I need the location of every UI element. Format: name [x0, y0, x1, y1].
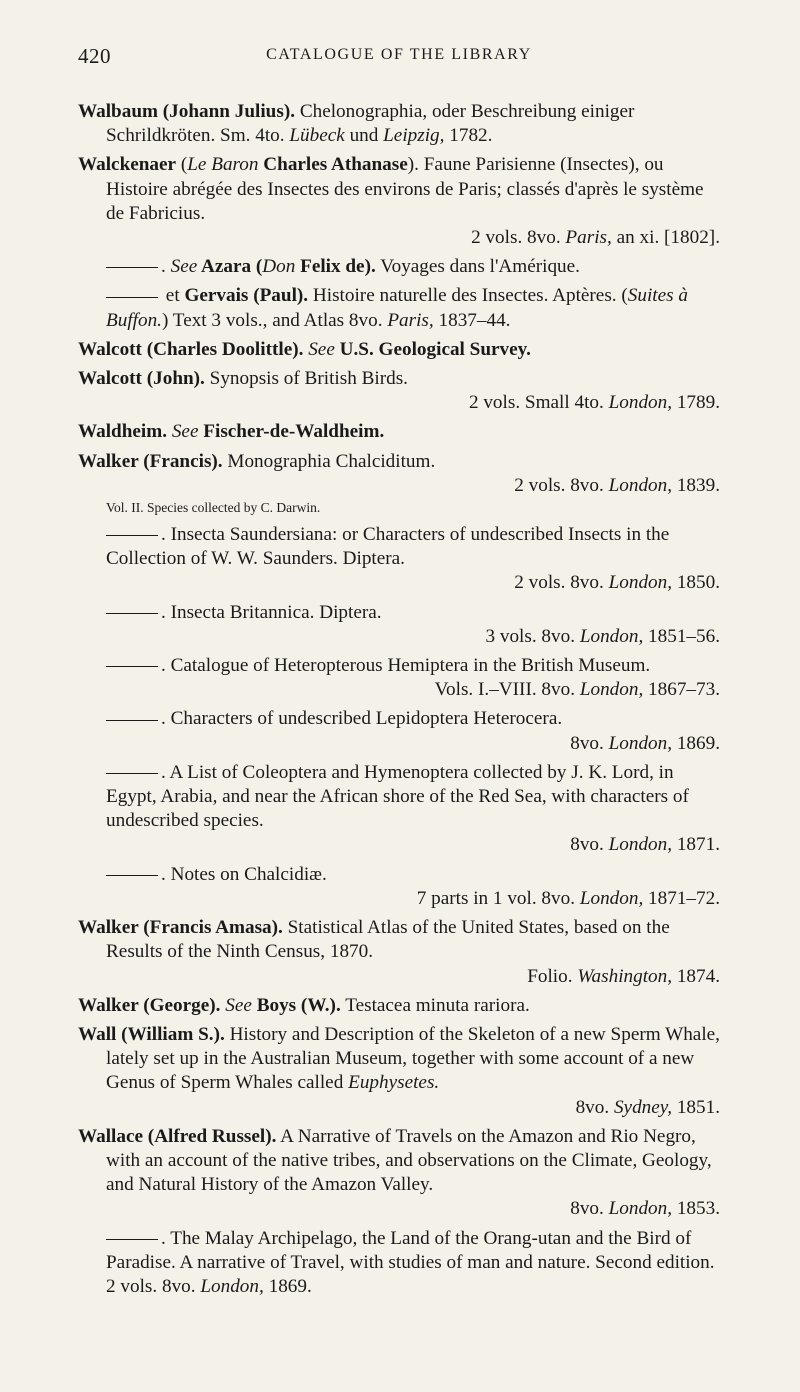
author-heading: Wall (William S.). [78, 1023, 225, 1045]
entry-walbaum: Walbaum (Johann Julius). Chelonographia, oder Beschreibung einiger Schrildkröten. Sm. 4to. Lübeck und Leipzig, 1782. [78, 101, 635, 147]
imprint: 2 vols. 8vo. Paris, an xi. [1802]. [471, 227, 720, 249]
imprint: 7 parts in 1 vol. 8vo. London, 1871–72. [416, 887, 720, 909]
ditto-dash [106, 297, 158, 298]
ditto-dash [106, 613, 158, 614]
imprint: 2 vols. 8vo. London, 1839. [514, 474, 720, 496]
imprint: 3 vols. 8vo. London, 1851–56. [485, 625, 720, 647]
author-heading: Waldheim. [78, 421, 168, 443]
author-heading: Walker (Francis Amasa). [78, 917, 283, 939]
ditto-dash [106, 535, 158, 536]
ditto-dash [106, 773, 158, 774]
entry-wall: Wall (William S.). History and Description of the Skeleton of a new Sperm Whale, lately set up in the Australian Museum, together with some account of a new Genus of Sperm Whales called Euphysetes. 8vo. Sydney, 1851. [78, 1023, 720, 1120]
entry-walker-lepidoptera-heterocera: . Characters of undescribed Lepidoptera Heterocera. 8vo. London, 1869. [78, 707, 720, 755]
author-heading: Walckenaer [78, 154, 177, 176]
imprint: 8vo. Sydney, 1851. [575, 1096, 720, 1118]
entry-note: Vol. II. Species collected by C. Darwin. [106, 500, 321, 516]
entry-walker-heteropterous-hemiptera: . Catalogue of Heteropterous Hemiptera in the British Museum. Vols. I.–VIII. 8vo. London, 1867–73. [78, 654, 720, 702]
entry-walker-coleoptera-hymenoptera: . A List of Coleoptera and Hymenoptera collected by J. K. Lord, in Egypt, Arabia, and near the African shore of the Red Sea, with characters of undescribed species. 8vo. London, 1871. [78, 761, 720, 858]
author-heading: Walker (George). [78, 994, 221, 1016]
entry-walckenaer-see-azara: . See Azara (Don Felix de). Voyages dans l'Amérique. [78, 255, 720, 279]
entry-wallace-malay-archipelago: . The Malay Archipelago, the Land of the Orang-utan and the Bird of Paradise. A narrative of Travel, with studies of man and nature. Second edition. 2 vols. 8vo. London, 1869. [106, 1227, 715, 1297]
entry-walckenaer-gervais: et Gervais (Paul). Histoire naturelle des Insectes. Aptères. (Suites à Buffon.) Text 3 vols., and Atlas 8vo. Paris, 1837–44. [106, 285, 689, 331]
page-header [78, 44, 720, 74]
entry-walker-george: Walker (George). See Boys (W.). Testacea minuta rariora. [78, 994, 530, 1016]
ditto-dash [106, 875, 158, 876]
ditto-dash [106, 720, 158, 721]
ditto-dash [106, 267, 158, 268]
imprint: 8vo. London, 1869. [570, 732, 720, 754]
entry-waldheim: Waldheim. See Fischer-de-Waldheim. [78, 421, 385, 443]
author-heading: Walcott (Charles Doolittle). [78, 338, 304, 360]
author-heading: Walker (Francis). [78, 450, 223, 472]
author-heading: Walbaum (Johann Julius). [78, 101, 296, 122]
entry-walcott-charles: Walcott (Charles Doolittle). See U.S. Geological Survey. [78, 338, 531, 360]
entry-walker-francis-amasa: Walker (Francis Amasa). Statistical Atlas of the United States, based on the Results of the Ninth Census, 1870. Folio. Washington, 1874. [78, 916, 720, 989]
entry-walker-chalcidiae: . Notes on Chalcidiæ. 7 parts in 1 vol. 8vo. London, 1871–72. [78, 863, 720, 911]
imprint: 2 vols. 8vo. London, 1850. [514, 572, 720, 594]
entry-walker-insecta-britannica: . Insecta Britannica. Diptera. 3 vols. 8vo. London, 1851–56. [78, 601, 720, 649]
page-number: 420 [78, 44, 111, 68]
imprint: Vols. I.–VIII. 8vo. London, 1867–73. [434, 679, 720, 701]
imprint: 8vo. London, 1871. [570, 834, 720, 856]
entry-walker-francis: Walker (Francis). Monographia Chalciditum. 2 vols. 8vo. London, 1839. Vol. II. Species collected by C. Darwin. [78, 450, 720, 518]
ditto-dash [106, 1239, 158, 1240]
entry-walckenaer: Walckenaer (Le Baron Charles Athanase). Faune Parisienne (Insectes), ou Histoire abrégée des Insectes des environs de Paris; classés d'après le système de Fabricius. 2 vols. 8vo. Paris, an xi. [1802]. [78, 153, 720, 250]
catalogue-entries [78, 100, 720, 1304]
author-heading: Walcott (John). [78, 368, 205, 390]
entry-walcott-john: Walcott (John). Synopsis of British Birds. 2 vols. Small 4to. London, 1789. [78, 367, 720, 415]
imprint: Folio. Washington, 1874. [527, 965, 720, 987]
running-title: CATALOGUE OF THE LIBRARY [266, 46, 532, 63]
author-heading: Wallace (Alfred Russel). [78, 1125, 277, 1147]
imprint: 8vo. London, 1853. [570, 1198, 720, 1220]
entry-walker-insecta-saundersiana: . Insecta Saundersiana: or Characters of undescribed Insects in the Collection of W. W. Saunders. Diptera. 2 vols. 8vo. London, 1850. [78, 523, 720, 596]
entry-wallace: Wallace (Alfred Russel). A Narrative of Travels on the Amazon and Rio Negro, with an account of the native tribes, and observations on the Climate, Geology, and Natural History of the Amazon Valley. 8vo. London, 1853. [78, 1125, 720, 1222]
ditto-dash [106, 666, 158, 667]
imprint: 2 vols. Small 4to. London, 1789. [468, 392, 720, 414]
